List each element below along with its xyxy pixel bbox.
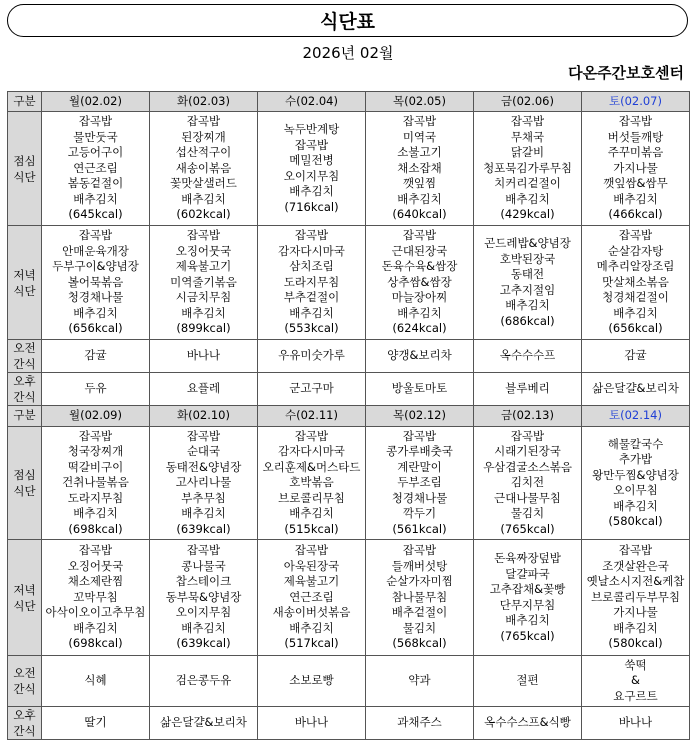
menu-item: 가지나물 (613, 160, 658, 175)
menu-item: (602kcal) (176, 207, 231, 222)
menu-cell-dinner-day-tue (150, 226, 258, 340)
menu-item: 딸기 (84, 715, 107, 730)
menu-item: 잡곡밥 (402, 543, 437, 558)
menu-cell-am-snack-day-fri (474, 340, 582, 373)
menu-item: 식혜 (84, 673, 107, 688)
menu-item: 계란말이 (397, 459, 442, 474)
menu-cell-lunch-day-tue (150, 112, 258, 226)
week-header-row (8, 92, 690, 112)
menu-item: 미역국 (402, 129, 437, 144)
menu-item: 배추김치 (397, 191, 442, 206)
menu-item: 봄동겉절이 (67, 176, 124, 191)
menu-item: 달걀파국 (505, 566, 550, 581)
menu-item: 요구르트 (613, 688, 658, 703)
day-header-day-tue: 화(02.03) (150, 92, 258, 112)
menu-item: 호박된장국 (499, 251, 556, 266)
menu-cell-am-snack-day-sat (582, 340, 690, 373)
menu-item: 잡곡밥 (618, 228, 653, 243)
day-header-day-sat: 토(02.14) (582, 406, 690, 427)
menu-cell-am-snack-day-wed (258, 656, 366, 707)
menu-item: 블루베리 (505, 381, 550, 396)
menu-item: 옛날소시지전&케찹 (586, 574, 685, 589)
menu-item: (568kcal) (392, 636, 447, 651)
menu-item: 바나나 (186, 348, 221, 363)
menu-cell-dinner-day-thu (366, 540, 474, 656)
meal-row-pm-snack (8, 373, 690, 406)
row-label-line: 저녁 (13, 267, 36, 282)
menu-item: 무채국 (510, 129, 545, 144)
menu-item: 잡곡밥 (294, 543, 329, 558)
menu-item: (515kcal) (284, 521, 339, 536)
menu-item: 주꾸미볶음 (607, 145, 664, 160)
menu-item: 잡곡밥 (78, 543, 113, 558)
menu-item: 물만둣국 (73, 129, 118, 144)
row-label-line: 식단 (13, 283, 36, 298)
menu-item: 청포묵김가루무침 (483, 160, 572, 175)
menu-item: 왕만두찜&양념장 (592, 467, 679, 482)
menu-item: 배추김치 (397, 305, 442, 320)
menu-item: (429kcal) (500, 207, 555, 222)
menu-item: (639kcal) (176, 636, 231, 651)
menu-item: 오징어뭇국 (175, 243, 232, 258)
row-label-line: 오후 (13, 708, 36, 722)
menu-item: 제육불고기 (283, 574, 340, 589)
menu-cell-lunch-day-mon (42, 112, 150, 226)
menu-item: 순살가자미찜 (386, 574, 453, 589)
menu-item: 깻잎쌈&쌈무 (603, 176, 668, 191)
menu-item: 잡곡밥 (186, 543, 221, 558)
menu-cell-am-snack-day-wed (258, 340, 366, 373)
menu-item: 고등어구이 (67, 145, 124, 160)
menu-item: 배추김치 (289, 305, 334, 320)
menu-item: 미역줄기볶음 (170, 274, 237, 289)
menu-item: 맛살채소볶음 (602, 274, 669, 289)
menu-item: 연근조림 (289, 589, 334, 604)
menu-item: 배추김치 (613, 620, 658, 635)
menu-item: (899kcal) (176, 321, 231, 336)
row-label-pm-snack (8, 373, 42, 406)
menu-cell-am-snack-day-fri (474, 656, 582, 707)
menu-item: 콩가루배춧국 (386, 444, 453, 459)
menu-item: (698kcal) (68, 521, 123, 536)
category-header: 구분 (8, 92, 42, 112)
menu-item: 두부조림 (397, 475, 442, 490)
menu-item: 과채주스 (397, 715, 442, 730)
menu-item: 녹두반계탕 (283, 122, 340, 136)
menu-item: 된장찌개 (181, 129, 226, 144)
menu-item: 순살감자탕 (607, 243, 664, 258)
menu-item: 배추김치 (613, 498, 658, 513)
menu-item: 돈육짜장덮밥 (494, 551, 561, 565)
menu-cell-lunch-day-wed (258, 427, 366, 540)
month-label: 2026년 02월 (302, 44, 394, 62)
meal-row-lunch (8, 112, 690, 226)
menu-item: 오이지무침 (175, 605, 232, 620)
menu-item: 참나물무침 (391, 589, 448, 604)
menu-item: 브로콜리무침 (278, 490, 345, 505)
menu-item: 삶은달걀&보리차 (592, 381, 679, 396)
menu-item: 브로콜리두부무침 (591, 589, 680, 604)
menu-item: 메추리알장조림 (596, 259, 675, 274)
menu-item: 청경채나물 (67, 290, 124, 305)
menu-item: 메밀전병 (289, 153, 334, 167)
menu-item: 배추김치 (505, 613, 550, 627)
menu-item: 콩나물국 (181, 558, 226, 573)
menu-item: 소보로빵 (289, 673, 334, 688)
menu-cell-pm-snack-day-thu (366, 373, 474, 406)
menu-item: (656kcal) (608, 321, 663, 336)
meal-row-lunch (8, 427, 690, 540)
menu-item: 섭산적구이 (175, 145, 232, 160)
menu-cell-dinner-day-fri (474, 540, 582, 656)
menu-item: 배추김치 (289, 184, 334, 198)
day-header-day-wed: 수(02.11) (258, 406, 366, 427)
menu-cell-am-snack-day-mon (42, 340, 150, 373)
menu-item: 곤드레밥&양념장 (484, 236, 571, 250)
menu-item: (716kcal) (284, 199, 339, 214)
menu-item: 잡곡밥 (78, 228, 113, 243)
menu-item: 소불고기 (397, 145, 442, 160)
menu-item: 물김치 (402, 620, 437, 635)
menu-item: 배추겉절이 (391, 605, 448, 620)
menu-table (7, 91, 690, 740)
menu-item: 배추김치 (73, 506, 118, 521)
menu-item: 청경채겉절이 (602, 290, 669, 305)
category-header: 구분 (8, 406, 42, 427)
menu-item: 배추김치 (289, 506, 334, 521)
meal-row-dinner (8, 226, 690, 340)
day-header-day-mon: 월(02.02) (42, 92, 150, 112)
menu-item: 가지나물 (613, 605, 658, 620)
menu-item: 배추김치 (181, 506, 226, 521)
menu-item: (639kcal) (176, 521, 231, 536)
menu-item: 잡곡밥 (78, 114, 113, 129)
menu-item: 꼬막무침 (73, 589, 118, 604)
day-header-day-fri: 금(02.06) (474, 92, 582, 112)
day-header-day-tue: 화(02.10) (150, 406, 258, 427)
menu-cell-lunch-day-tue (150, 427, 258, 540)
menu-item: 들깨버섯탕 (391, 558, 448, 573)
menu-cell-lunch-day-sat (582, 112, 690, 226)
menu-item: 동태전&양념장 (165, 459, 242, 474)
menu-item: 버섯들깨탕 (607, 129, 664, 144)
menu-cell-am-snack-day-thu (366, 656, 474, 707)
menu-item: 배추김치 (613, 191, 658, 206)
menu-cell-dinner-day-fri (474, 226, 582, 340)
menu-item: 근대된장국 (391, 243, 448, 258)
menu-item: 오징어뭇국 (67, 558, 124, 573)
menu-item: 조갯살완은국 (602, 558, 669, 573)
row-label-line: 오전 (13, 666, 36, 680)
menu-item: 약과 (408, 673, 431, 688)
menu-cell-pm-snack-day-fri (474, 707, 582, 740)
menu-item: 도라지무침 (283, 274, 340, 289)
menu-item: 배추김치 (289, 620, 334, 635)
menu-item: 삶은달걀&보리차 (160, 715, 247, 730)
menu-item: 잡곡밥 (618, 114, 653, 129)
menu-item: 떡갈비구이 (67, 459, 124, 474)
menu-item: 시금치무침 (175, 290, 232, 305)
meal-row-dinner (8, 540, 690, 656)
menu-item: 근대나물무침 (494, 490, 561, 505)
menu-item: 깍두기 (402, 506, 437, 521)
menu-cell-lunch-day-sat (582, 427, 690, 540)
menu-item: 바나나 (618, 715, 653, 730)
row-label-pm-snack (8, 707, 42, 740)
menu-cell-pm-snack-day-sat (582, 707, 690, 740)
menu-title (7, 4, 688, 37)
row-label-line: 오후 (13, 374, 36, 388)
menu-item: 김치전 (510, 475, 545, 490)
row-label-line: 오전 (13, 341, 36, 355)
row-label-lunch (8, 112, 42, 226)
menu-item: (686kcal) (500, 313, 555, 328)
row-label-dinner (8, 540, 42, 656)
menu-cell-dinner-day-sat (582, 226, 690, 340)
menu-item: 배추김치 (181, 620, 226, 635)
menu-item: 배추김치 (181, 305, 226, 320)
menu-item: (466kcal) (608, 207, 663, 222)
menu-item: 제육불고기 (175, 259, 232, 274)
menu-item: 두부구이&양념장 (52, 259, 139, 274)
menu-item: 삼치조림 (289, 259, 334, 274)
menu-item: 배추김치 (73, 305, 118, 320)
menu-cell-am-snack-day-tue (150, 340, 258, 373)
menu-cell-dinner-day-wed (258, 540, 366, 656)
menu-item: 감귤 (84, 348, 107, 363)
menu-cell-lunch-day-thu (366, 427, 474, 540)
menu-item: 연근조림 (73, 160, 118, 175)
menu-item: 잡곡밥 (402, 228, 437, 243)
meal-row-pm-snack (8, 707, 690, 740)
menu-item: 오이무침 (613, 483, 658, 497)
menu-item: 꽃맛살샐러드 (170, 176, 237, 191)
menu-item: 잡곡밥 (186, 428, 221, 443)
menu-cell-am-snack-day-thu (366, 340, 474, 373)
menu-title-text: 식단표 (319, 11, 376, 33)
menu-item: 배추김치 (505, 298, 550, 312)
menu-item: 닭갈비 (510, 145, 545, 160)
menu-item: 감귤 (624, 348, 647, 363)
menu-item: 채소제란찜 (67, 574, 124, 589)
row-label-line: 식단 (13, 598, 36, 613)
menu-item: 새송이볶음 (175, 160, 232, 175)
menu-cell-pm-snack-day-fri (474, 373, 582, 406)
menu-item: (553kcal) (284, 321, 339, 336)
menu-item: (656kcal) (68, 321, 123, 336)
menu-item: 두유 (84, 381, 107, 396)
menu-item: 배추김치 (181, 191, 226, 206)
menu-item: 고사리나물 (175, 475, 232, 490)
menu-cell-pm-snack-day-tue (150, 707, 258, 740)
menu-cell-lunch-day-thu (366, 112, 474, 226)
menu-item: 잡곡밥 (186, 228, 221, 243)
row-label-line: 간식 (13, 724, 36, 738)
menu-item: 상추쌈&쌈장 (387, 274, 452, 289)
menu-item: 동부묵&양념장 (165, 589, 242, 604)
menu-item: 잡곡밥 (402, 114, 437, 129)
menu-item: 잡곡밥 (294, 228, 329, 243)
menu-item: 볼어묵볶음 (67, 274, 124, 289)
row-label-line: 점심 (13, 468, 36, 482)
menu-item: 잡곡밥 (510, 114, 545, 129)
menu-cell-dinner-day-thu (366, 226, 474, 340)
menu-item: 단무지무침 (499, 597, 556, 612)
row-label-am-snack (8, 656, 42, 707)
menu-item: 안매운육개장 (62, 243, 129, 258)
menu-item: 바나나 (294, 715, 329, 730)
menu-item: 잡곡밥 (618, 543, 653, 558)
menu-cell-lunch-day-fri (474, 112, 582, 226)
menu-item: (580kcal) (608, 636, 663, 651)
menu-item: 청국장찌개 (67, 444, 124, 459)
menu-cell-am-snack-day-tue (150, 656, 258, 707)
menu-cell-pm-snack-day-wed (258, 373, 366, 406)
menu-item: 건취나물볶음 (62, 475, 129, 490)
menu-item: 잡곡밥 (186, 114, 221, 129)
row-label-line: 식단 (13, 484, 36, 498)
menu-item: 우삼겹굴소스볶음 (483, 459, 572, 474)
menu-item: 옥수수스프&식빵 (484, 715, 571, 730)
row-label-line: 간식 (13, 357, 36, 371)
menu-item: (765kcal) (500, 628, 555, 643)
menu-cell-pm-snack-day-mon (42, 373, 150, 406)
menu-item: 고추지절임 (499, 282, 556, 297)
menu-cell-lunch-day-mon (42, 427, 150, 540)
menu-item: 부추겉절이 (283, 290, 340, 305)
menu-item: 군고구마 (289, 381, 334, 396)
day-header-day-thu: 목(02.05) (366, 92, 474, 112)
menu-item: 배추김치 (73, 191, 118, 206)
menu-item: (698kcal) (68, 636, 123, 651)
menu-cell-am-snack-day-mon (42, 656, 150, 707)
menu-item: (765kcal) (500, 521, 555, 536)
row-label-line: 간식 (13, 390, 36, 404)
menu-item: 추가밥 (618, 452, 653, 466)
menu-item: 청경채나물 (391, 490, 448, 505)
menu-cell-pm-snack-day-mon (42, 707, 150, 740)
week-header-row (8, 406, 690, 427)
menu-item: 양갱&보리차 (387, 348, 452, 363)
day-header-day-thu: 목(02.12) (366, 406, 474, 427)
menu-item: 배추김치 (613, 305, 658, 320)
menu-item: 도라지무침 (67, 490, 124, 505)
menu-cell-lunch-day-fri (474, 427, 582, 540)
menu-cell-dinner-day-sat (582, 540, 690, 656)
menu-item: 호박볶음 (289, 475, 334, 490)
menu-item: 요플레 (186, 381, 221, 396)
menu-item: (561kcal) (392, 521, 447, 536)
row-label-dinner (8, 226, 42, 340)
menu-item: 오리훈제&머스타드 (262, 459, 361, 474)
menu-cell-dinner-day-mon (42, 540, 150, 656)
menu-item: 찹스테이크 (175, 574, 232, 589)
menu-item: (580kcal) (608, 514, 663, 528)
row-label-am-snack (8, 340, 42, 373)
menu-item: & (631, 673, 640, 688)
menu-cell-pm-snack-day-sat (582, 373, 690, 406)
organization-name: 다온주간보호센터 (568, 64, 684, 82)
day-header-day-sat: 토(02.07) (582, 92, 690, 112)
menu-item: 배추김치 (505, 191, 550, 206)
menu-item: 잡곡밥 (510, 428, 545, 443)
row-label-line: 식단 (13, 169, 36, 184)
menu-item: 깻잎찜 (402, 176, 437, 191)
row-label-line: 간식 (13, 682, 36, 696)
meal-row-am-snack (8, 340, 690, 373)
menu-item: 옥수수수프 (499, 348, 556, 363)
menu-item: 부추무침 (181, 490, 226, 505)
menu-item: 방울토마토 (391, 381, 448, 396)
menu-item: 아욱된장국 (283, 558, 340, 573)
day-header-day-fri: 금(02.13) (474, 406, 582, 427)
menu-item: 오이지무침 (283, 168, 340, 183)
menu-cell-pm-snack-day-wed (258, 707, 366, 740)
row-label-line: 점심 (13, 153, 36, 168)
menu-item: 마늘장아찌 (391, 290, 448, 305)
menu-item: (645kcal) (68, 207, 123, 222)
menu-item: 절편 (516, 673, 539, 688)
menu-item: 시래기된장국 (494, 444, 561, 459)
menu-item: (640kcal) (392, 207, 447, 222)
menu-item: 우유미숫가루 (278, 348, 345, 363)
menu-item: 잡곡밥 (294, 137, 329, 152)
menu-item: 새송이버섯볶음 (272, 605, 351, 620)
menu-item: 감자다시마국 (278, 243, 345, 258)
row-label-line: 저녁 (13, 582, 36, 597)
menu-item: 치커리겉절이 (494, 176, 561, 191)
day-header-day-mon: 월(02.09) (42, 406, 150, 427)
meal-row-am-snack (8, 656, 690, 707)
menu-item: 배추김치 (73, 620, 118, 635)
menu-item: 쑥떡 (624, 657, 647, 672)
menu-cell-pm-snack-day-thu (366, 707, 474, 740)
menu-item: (517kcal) (284, 636, 339, 651)
menu-item: 검은콩두유 (175, 673, 232, 688)
menu-item: 물김치 (510, 506, 545, 521)
menu-cell-pm-snack-day-tue (150, 373, 258, 406)
menu-cell-dinner-day-mon (42, 226, 150, 340)
menu-item: 동태전 (510, 267, 545, 281)
menu-item: 잡곡밥 (402, 428, 437, 443)
day-header-day-wed: 수(02.04) (258, 92, 366, 112)
menu-cell-lunch-day-wed (258, 112, 366, 226)
menu-item: 해물칼국수 (607, 436, 664, 451)
menu-item: 잡곡밥 (294, 428, 329, 443)
menu-item: 감자다시마국 (278, 444, 345, 459)
menu-item: 채소잡채 (397, 160, 442, 175)
menu-item: 아삭이오이고추무침 (45, 605, 146, 620)
menu-item: 돈육수육&쌈장 (381, 259, 458, 274)
menu-cell-dinner-day-wed (258, 226, 366, 340)
menu-item: (624kcal) (392, 321, 447, 336)
menu-item: 잡곡밥 (78, 428, 113, 443)
menu-item: 순대국 (186, 444, 221, 459)
menu-item: 고추잡채&꽃빵 (489, 582, 566, 596)
menu-cell-am-snack-day-sat (582, 656, 690, 707)
menu-cell-dinner-day-tue (150, 540, 258, 656)
row-label-lunch (8, 427, 42, 540)
